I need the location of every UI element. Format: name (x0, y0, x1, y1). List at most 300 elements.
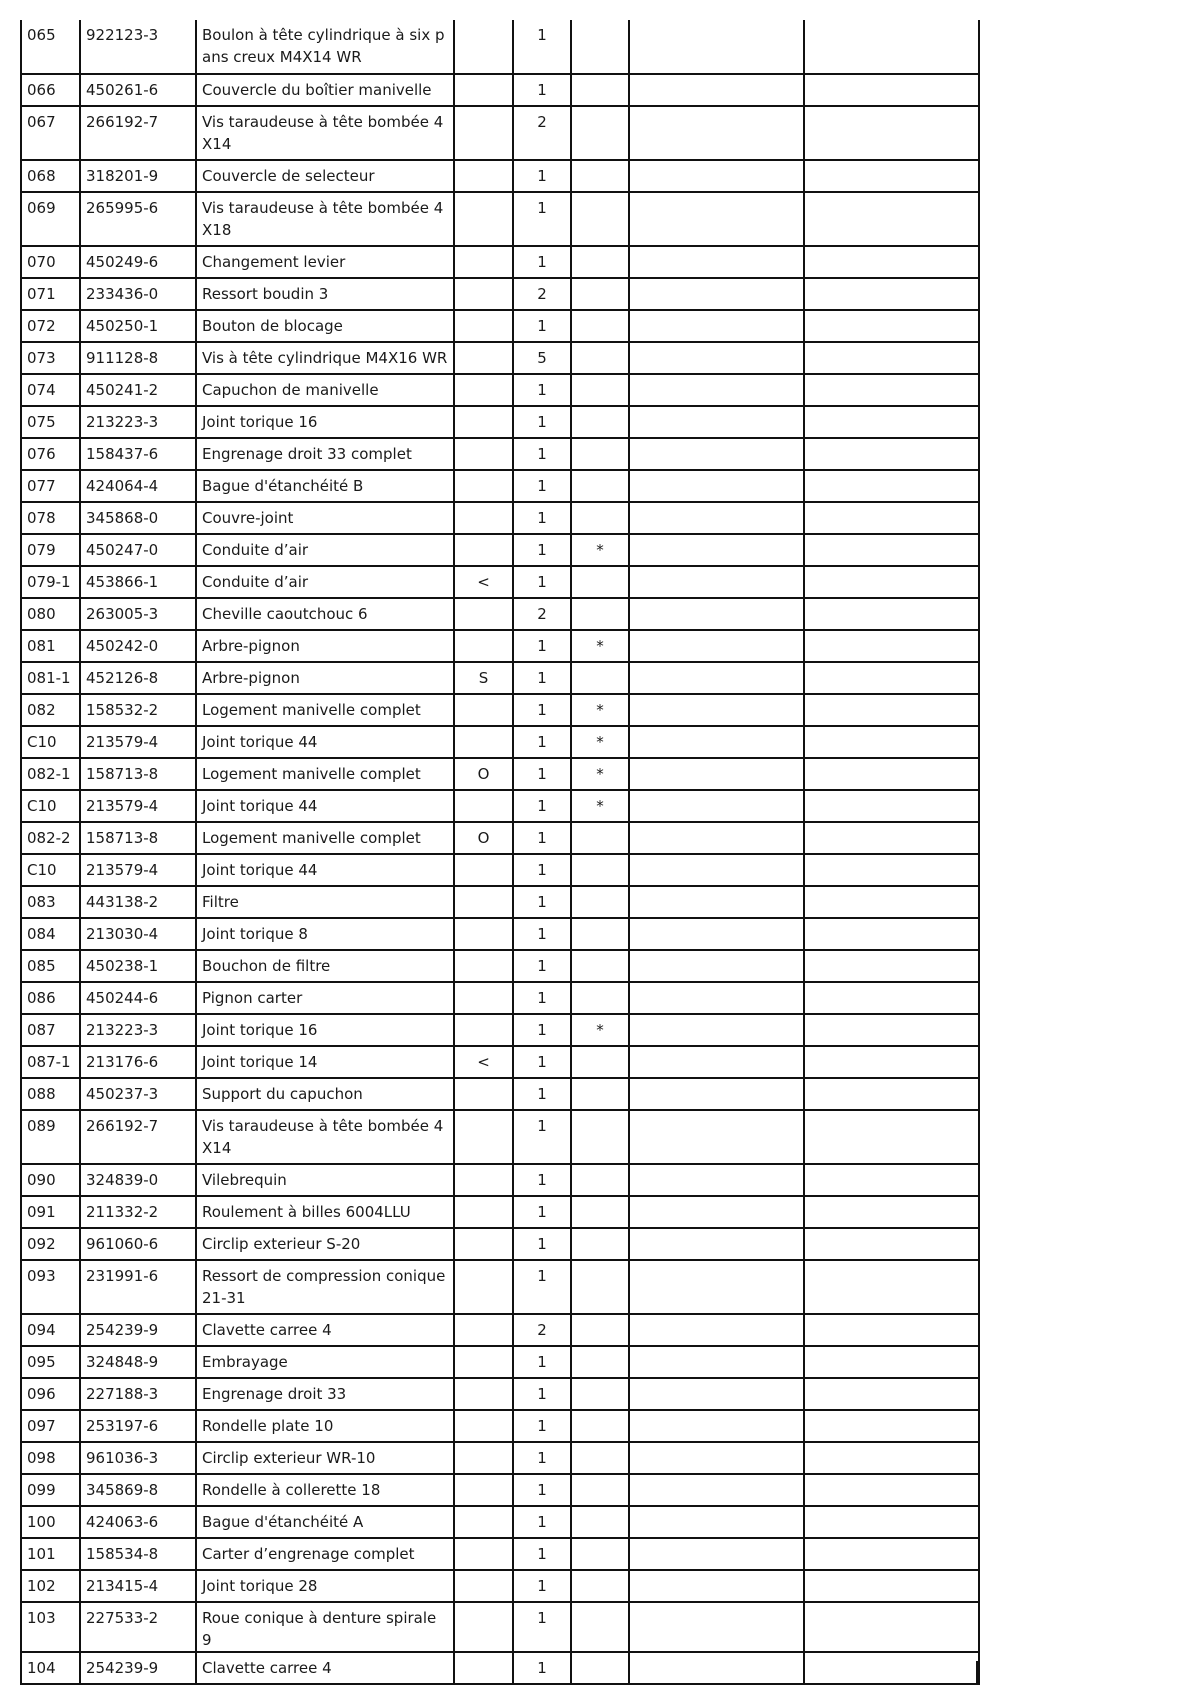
blank-cell (629, 106, 804, 160)
change-mark-cell (454, 342, 513, 374)
note-cell (571, 1078, 629, 1110)
description-cell: Cheville caoutchouc 6 (196, 598, 454, 630)
description-cell: Vis à tête cylindrique M4X16 WR (196, 342, 454, 374)
blank-cell (804, 246, 979, 278)
quantity-cell: 1 (513, 470, 571, 502)
quantity-cell: 1 (513, 1260, 571, 1314)
table-row (21, 566, 979, 598)
quantity-cell: 1 (513, 1570, 571, 1602)
note-cell (571, 310, 629, 342)
note-cell (571, 20, 629, 74)
note-cell (571, 822, 629, 854)
note-cell (571, 1260, 629, 1314)
part-number-cell: 158437-6 (80, 438, 196, 470)
item-number-cell: 079 (21, 534, 80, 566)
blank-cell (629, 726, 804, 758)
description-cell: Rondelle à collerette 18 (196, 1474, 454, 1506)
part-number-cell: 443138-2 (80, 886, 196, 918)
part-number-cell: 213223-3 (80, 1014, 196, 1046)
table-row (21, 342, 979, 374)
blank-cell (629, 1346, 804, 1378)
quantity-cell: 1 (513, 20, 571, 74)
quantity-cell: 2 (513, 598, 571, 630)
table-row (21, 1078, 979, 1110)
blank-cell (629, 1378, 804, 1410)
blank-cell (804, 1474, 979, 1506)
description-cell: Conduite d’air (196, 534, 454, 566)
item-number-cell: 083 (21, 886, 80, 918)
part-number-cell: 961060-6 (80, 1228, 196, 1260)
part-number-cell: 158534-8 (80, 1538, 196, 1570)
quantity-cell: 1 (513, 918, 571, 950)
item-number-cell: 098 (21, 1442, 80, 1474)
quantity-cell: 1 (513, 406, 571, 438)
item-number-cell: 093 (21, 1260, 80, 1314)
parts-list-sheet (20, 20, 978, 1685)
part-number-cell: 227188-3 (80, 1378, 196, 1410)
note-cell (571, 1314, 629, 1346)
quantity-cell: 1 (513, 1014, 571, 1046)
blank-cell (629, 918, 804, 950)
note-cell (571, 1378, 629, 1410)
description-cell: Changement levier (196, 246, 454, 278)
note-cell (571, 950, 629, 982)
table-row (21, 694, 979, 726)
table-row (21, 918, 979, 950)
blank-cell (629, 20, 804, 74)
blank-cell (629, 160, 804, 192)
description-cell: Rondelle plate 10 (196, 1410, 454, 1442)
table-row (21, 438, 979, 470)
quantity-cell: 1 (513, 1506, 571, 1538)
note-cell (571, 1602, 629, 1652)
quantity-cell: 1 (513, 854, 571, 886)
table-row (21, 1602, 979, 1652)
part-number-cell: 211332-2 (80, 1196, 196, 1228)
part-number-cell: 266192-7 (80, 106, 196, 160)
table-row (21, 278, 979, 310)
change-mark-cell (454, 1078, 513, 1110)
note-cell (571, 1046, 629, 1078)
quantity-cell: 1 (513, 1652, 571, 1684)
change-mark-cell (454, 1442, 513, 1474)
description-cell: Joint torique 8 (196, 918, 454, 950)
table-row (21, 1346, 979, 1378)
quantity-cell: 1 (513, 1228, 571, 1260)
part-number-cell: 254239-9 (80, 1652, 196, 1684)
part-number-cell: 254239-9 (80, 1314, 196, 1346)
table-row (21, 982, 979, 1014)
blank-cell (629, 192, 804, 246)
blank-cell (629, 470, 804, 502)
note-cell: * (571, 534, 629, 566)
change-mark-cell (454, 982, 513, 1014)
part-number-cell: 158532-2 (80, 694, 196, 726)
blank-cell (804, 790, 979, 822)
quantity-cell: 2 (513, 106, 571, 160)
table-row (21, 950, 979, 982)
blank-cell (804, 1570, 979, 1602)
blank-cell (629, 1014, 804, 1046)
description-cell: Vis taraudeuse à tête bombée 4X18 (196, 192, 454, 246)
item-number-cell: C10 (21, 726, 80, 758)
change-mark-cell (454, 1110, 513, 1164)
blank-cell (629, 694, 804, 726)
description-cell: Clavette carree 4 (196, 1314, 454, 1346)
note-cell (571, 566, 629, 598)
table-row (21, 74, 979, 106)
description-cell: Carter d’engrenage complet (196, 1538, 454, 1570)
part-number-cell: 227533-2 (80, 1602, 196, 1652)
description-cell: Roulement à billes 6004LLU (196, 1196, 454, 1228)
change-mark-cell (454, 854, 513, 886)
quantity-cell: 5 (513, 342, 571, 374)
table-row (21, 502, 979, 534)
description-cell: Ressort de compression conique 21-31 (196, 1260, 454, 1314)
blank-cell (629, 662, 804, 694)
change-mark-cell: < (454, 566, 513, 598)
item-number-cell: C10 (21, 854, 80, 886)
item-number-cell: 100 (21, 1506, 80, 1538)
blank-cell (804, 1228, 979, 1260)
quantity-cell: 1 (513, 982, 571, 1014)
blank-cell (629, 374, 804, 406)
change-mark-cell: < (454, 1046, 513, 1078)
blank-cell (804, 1378, 979, 1410)
change-mark-cell (454, 1378, 513, 1410)
quantity-cell: 1 (513, 1442, 571, 1474)
quantity-cell: 1 (513, 1196, 571, 1228)
blank-cell (804, 630, 979, 662)
item-number-cell: 077 (21, 470, 80, 502)
blank-cell (629, 1196, 804, 1228)
part-number-cell: 265995-6 (80, 192, 196, 246)
change-mark-cell (454, 1164, 513, 1196)
description-cell: Vilebrequin (196, 1164, 454, 1196)
change-mark-cell (454, 726, 513, 758)
blank-cell (629, 1538, 804, 1570)
change-mark-cell (454, 310, 513, 342)
note-cell: * (571, 694, 629, 726)
table-row (21, 1538, 979, 1570)
description-cell: Joint torique 28 (196, 1570, 454, 1602)
note-cell (571, 192, 629, 246)
part-number-cell: 213223-3 (80, 406, 196, 438)
note-cell (571, 918, 629, 950)
description-cell: Ressort boudin 3 (196, 278, 454, 310)
quantity-cell: 1 (513, 310, 571, 342)
part-number-cell: 450244-6 (80, 982, 196, 1014)
blank-cell (804, 694, 979, 726)
description-cell: Vis taraudeuse à tête bombée 4X14 (196, 106, 454, 160)
part-number-cell: 318201-9 (80, 160, 196, 192)
description-cell: Circlip exterieur WR-10 (196, 1442, 454, 1474)
blank-cell (629, 1570, 804, 1602)
blank-cell (629, 1046, 804, 1078)
table-row (21, 598, 979, 630)
table-row (21, 662, 979, 694)
blank-cell (804, 438, 979, 470)
description-cell: Filtre (196, 886, 454, 918)
blank-cell (629, 566, 804, 598)
parts-table (20, 20, 980, 1685)
description-cell: Support du capuchon (196, 1078, 454, 1110)
table-row (21, 1442, 979, 1474)
blank-cell (804, 106, 979, 160)
part-number-cell: 452126-8 (80, 662, 196, 694)
change-mark-cell (454, 406, 513, 438)
parts-table-body (21, 20, 979, 1684)
part-number-cell: 324848-9 (80, 1346, 196, 1378)
note-cell (571, 406, 629, 438)
item-number-cell: 087 (21, 1014, 80, 1046)
description-cell: Capuchon de manivelle (196, 374, 454, 406)
item-number-cell: 102 (21, 1570, 80, 1602)
change-mark-cell (454, 106, 513, 160)
blank-cell (629, 1410, 804, 1442)
part-number-cell: 922123-3 (80, 20, 196, 74)
note-cell (571, 1164, 629, 1196)
change-mark-cell (454, 438, 513, 470)
part-number-cell: 424064-4 (80, 470, 196, 502)
part-number-cell: 233436-0 (80, 278, 196, 310)
blank-cell (629, 1506, 804, 1538)
part-number-cell: 450237-3 (80, 1078, 196, 1110)
note-cell (571, 1110, 629, 1164)
blank-cell (804, 598, 979, 630)
note-cell: * (571, 726, 629, 758)
item-number-cell: 072 (21, 310, 80, 342)
item-number-cell: 081-1 (21, 662, 80, 694)
part-number-cell: 253197-6 (80, 1410, 196, 1442)
blank-cell (804, 950, 979, 982)
blank-cell (629, 630, 804, 662)
note-cell (571, 246, 629, 278)
quantity-cell: 1 (513, 1078, 571, 1110)
item-number-cell: 084 (21, 918, 80, 950)
quantity-cell: 2 (513, 1314, 571, 1346)
blank-cell (804, 192, 979, 246)
description-cell: Bague d'étanchéité B (196, 470, 454, 502)
blank-cell (804, 1602, 979, 1652)
change-mark-cell (454, 886, 513, 918)
table-row (21, 1314, 979, 1346)
blank-cell (629, 438, 804, 470)
table-row (21, 1196, 979, 1228)
blank-cell (629, 1260, 804, 1314)
item-number-cell: 074 (21, 374, 80, 406)
note-cell: * (571, 758, 629, 790)
blank-cell (629, 342, 804, 374)
blank-cell (629, 598, 804, 630)
note-cell (571, 470, 629, 502)
blank-cell (629, 950, 804, 982)
item-number-cell: C10 (21, 790, 80, 822)
change-mark-cell (454, 1260, 513, 1314)
item-number-cell: 081 (21, 630, 80, 662)
part-number-cell: 961036-3 (80, 1442, 196, 1474)
note-cell (571, 106, 629, 160)
description-cell: Bague d'étanchéité A (196, 1506, 454, 1538)
description-cell: Arbre-pignon (196, 662, 454, 694)
blank-cell (804, 1014, 979, 1046)
blank-cell (804, 74, 979, 106)
change-mark-cell (454, 1506, 513, 1538)
note-cell: * (571, 630, 629, 662)
item-number-cell: 092 (21, 1228, 80, 1260)
blank-cell (804, 1164, 979, 1196)
description-cell: Arbre-pignon (196, 630, 454, 662)
note-cell (571, 1474, 629, 1506)
note-cell (571, 1538, 629, 1570)
quantity-cell: 1 (513, 630, 571, 662)
note-cell (571, 374, 629, 406)
blank-cell (804, 20, 979, 74)
part-number-cell: 911128-8 (80, 342, 196, 374)
blank-cell (629, 1314, 804, 1346)
blank-cell (629, 246, 804, 278)
blank-cell (804, 1110, 979, 1164)
blank-cell (804, 1260, 979, 1314)
item-number-cell: 082-2 (21, 822, 80, 854)
quantity-cell: 1 (513, 534, 571, 566)
note-cell (571, 854, 629, 886)
description-cell: Clavette carree 4 (196, 1652, 454, 1684)
item-number-cell: 075 (21, 406, 80, 438)
quantity-cell: 1 (513, 1110, 571, 1164)
quantity-cell: 1 (513, 726, 571, 758)
part-number-cell: 213579-4 (80, 790, 196, 822)
note-cell (571, 278, 629, 310)
change-mark-cell (454, 246, 513, 278)
note-cell (571, 160, 629, 192)
item-number-cell: 068 (21, 160, 80, 192)
table-row (21, 1046, 979, 1078)
blank-cell (804, 1442, 979, 1474)
table-row (21, 758, 979, 790)
blank-cell (804, 502, 979, 534)
description-cell: Boulon à tête cylindrique à six pans creux M4X14 WR (196, 20, 454, 74)
quantity-cell: 1 (513, 502, 571, 534)
part-number-cell: 324839-0 (80, 1164, 196, 1196)
description-cell: Couvercle de selecteur (196, 160, 454, 192)
note-cell (571, 438, 629, 470)
item-number-cell: 065 (21, 20, 80, 74)
blank-cell (629, 74, 804, 106)
table-row (21, 246, 979, 278)
item-number-cell: 088 (21, 1078, 80, 1110)
table-row (21, 1410, 979, 1442)
part-number-cell: 213415-4 (80, 1570, 196, 1602)
quantity-cell: 1 (513, 1346, 571, 1378)
item-number-cell: 087-1 (21, 1046, 80, 1078)
change-mark-cell (454, 502, 513, 534)
description-cell: Logement manivelle complet (196, 758, 454, 790)
description-cell: Conduite d’air (196, 566, 454, 598)
part-number-cell: 450250-1 (80, 310, 196, 342)
note-cell: * (571, 790, 629, 822)
table-row (21, 1014, 979, 1046)
part-number-cell: 450242-0 (80, 630, 196, 662)
blank-cell (629, 822, 804, 854)
blank-cell (804, 918, 979, 950)
description-cell: Pignon carter (196, 982, 454, 1014)
description-cell: Bouchon de filtre (196, 950, 454, 982)
change-mark-cell (454, 1346, 513, 1378)
description-cell: Joint torique 44 (196, 790, 454, 822)
change-mark-cell (454, 1196, 513, 1228)
note-cell (571, 982, 629, 1014)
item-number-cell: 070 (21, 246, 80, 278)
quantity-cell: 1 (513, 1474, 571, 1506)
quantity-cell: 1 (513, 662, 571, 694)
item-number-cell: 082 (21, 694, 80, 726)
blank-cell (804, 470, 979, 502)
change-mark-cell (454, 630, 513, 662)
change-mark-cell (454, 950, 513, 982)
part-number-cell: 213579-4 (80, 854, 196, 886)
description-cell: Circlip exterieur S-20 (196, 1228, 454, 1260)
table-row (21, 854, 979, 886)
part-number-cell: 450238-1 (80, 950, 196, 982)
blank-cell (629, 886, 804, 918)
note-cell (571, 502, 629, 534)
item-number-cell: 091 (21, 1196, 80, 1228)
quantity-cell: 1 (513, 886, 571, 918)
note-cell (571, 1196, 629, 1228)
description-cell: Couvercle du boîtier manivelle (196, 74, 454, 106)
note-cell (571, 1442, 629, 1474)
blank-cell (804, 342, 979, 374)
note-cell (571, 1506, 629, 1538)
quantity-cell: 1 (513, 1602, 571, 1652)
blank-cell (629, 982, 804, 1014)
item-number-cell: 089 (21, 1110, 80, 1164)
blank-cell (804, 566, 979, 598)
item-number-cell: 103 (21, 1602, 80, 1652)
blank-cell (804, 160, 979, 192)
quantity-cell: 1 (513, 1046, 571, 1078)
change-mark-cell (454, 918, 513, 950)
blank-cell (629, 1442, 804, 1474)
change-mark-cell (454, 1228, 513, 1260)
part-number-cell: 450261-6 (80, 74, 196, 106)
table-row (21, 374, 979, 406)
blank-cell (629, 1602, 804, 1652)
blank-cell (804, 822, 979, 854)
change-mark-cell (454, 790, 513, 822)
blank-cell (804, 1538, 979, 1570)
blank-cell (804, 758, 979, 790)
quantity-cell: 1 (513, 566, 571, 598)
change-mark-cell (454, 192, 513, 246)
change-mark-cell (454, 534, 513, 566)
item-number-cell: 085 (21, 950, 80, 982)
blank-cell (629, 758, 804, 790)
part-number-cell: 450249-6 (80, 246, 196, 278)
change-mark-cell (454, 598, 513, 630)
table-row (21, 1260, 979, 1314)
quantity-cell: 1 (513, 246, 571, 278)
change-mark-cell (454, 1602, 513, 1652)
description-cell: Joint torique 14 (196, 1046, 454, 1078)
note-cell (571, 1228, 629, 1260)
blank-cell (629, 1164, 804, 1196)
quantity-cell: 1 (513, 694, 571, 726)
table-row (21, 726, 979, 758)
description-cell: Logement manivelle complet (196, 822, 454, 854)
item-number-cell: 076 (21, 438, 80, 470)
